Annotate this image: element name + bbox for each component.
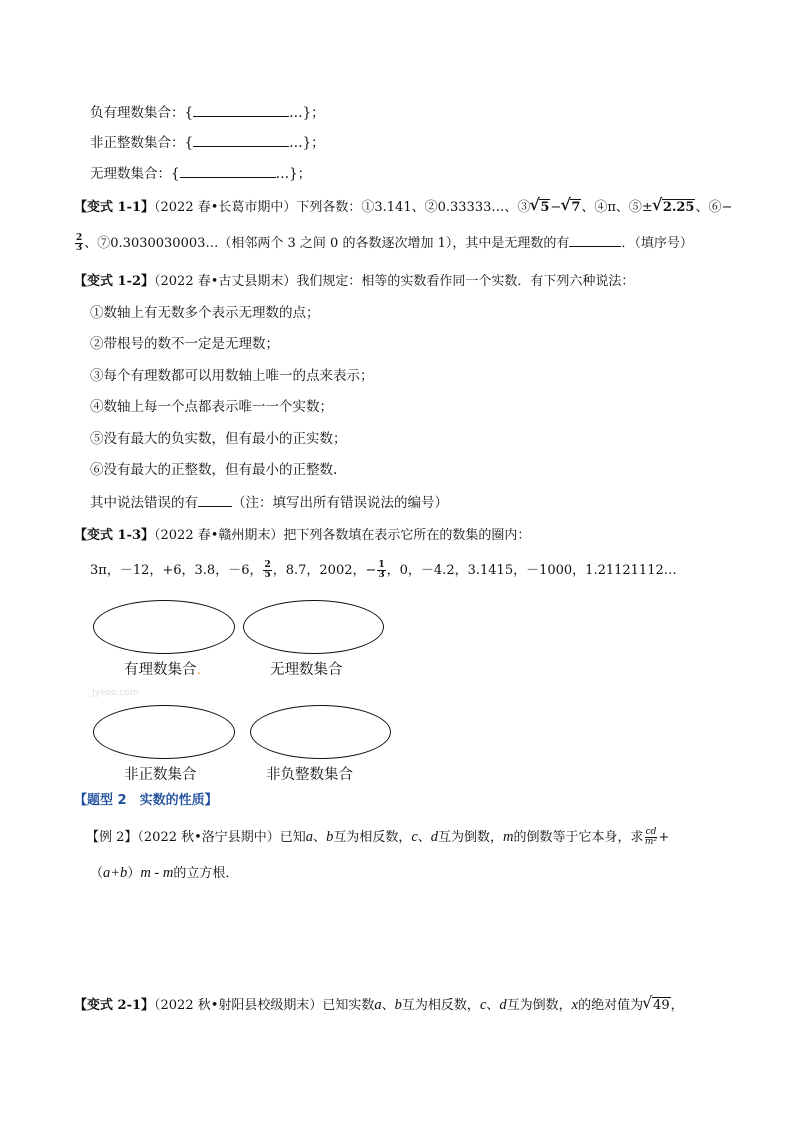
sqrt-49: √ 49 [643,997,671,1015]
answer-blank[interactable] [193,134,289,147]
variant-text: （2022 春•长葛市期中）下列各数：①3.141、②0.33333…、③ [154,200,531,215]
set-tail: …}； [289,105,325,121]
statement-1: ①数轴上有无数多个表示无理数的点； [90,305,320,321]
section-heading-type-2: 【题型 2 实数的性质】 [74,793,218,808]
variant-tag: 【变式 1-3】 [74,528,155,543]
number-list: 3π，－12，+6，3.8，－6， $\frac{2}{5}$ ，8.7，2002，− $\frac{1}{3}$ ，0，－4.2，3.1415，－1000，1.21121112… [90,560,677,580]
answer-blank[interactable] [180,165,276,178]
sqrt-7: √ 7 [561,199,581,217]
rational-set-caption: 有理数集合. [124,662,202,678]
statement-6: ⑥没有最大的正整数，但有最小的正整数. [90,462,338,478]
statement-2: ②带根号的数不一定是无理数； [90,336,279,352]
answer-blank[interactable] [198,494,232,507]
statement-3: ③每个有理数都可以用数轴上唯一的点来表示； [90,368,374,384]
variant-1-1-line-1: 【变式 1-1】（2022 春•长葛市期中）下列各数：①3.141、②0.33333…、③√ 5−√ 7、④π、⑤±√ 2.25、⑥− [74,199,732,217]
non-positive-set-ellipse [93,705,235,759]
answer-blank[interactable] [193,104,289,117]
set-label: 非正整数集合：{ [90,135,194,151]
sqrt-5: √ 5 [530,199,550,217]
non-positive-integer-set-line [90,134,325,152]
sqrt-2-25: √ 2.25 [653,199,696,217]
irrational-set-caption: 无理数集合 [270,662,343,678]
variant-2-1-line-1: 【变式 2-1】（2022 秋•射阳县校级期末）已知实数a、b互为相反数，c、d互为倒数，x的绝对值为√ 49， [74,996,684,1015]
non-negative-integer-set-ellipse [250,705,391,759]
variant-tag: 【变式 2-1】 [74,998,155,1013]
example-tag: 【例 2】 [86,830,138,845]
irrational-set-ellipse [243,600,384,654]
variant-1-1-line-2: $\frac{2}{3}$ 、⑦0.3030030003…（相邻两个 3 之间 0 的各数逐次增加 1），其中是无理数的有 ．（填序号） [76,233,693,253]
negative-rational-set-line [90,104,325,122]
set-tail: …}； [289,135,325,151]
fraction-two-fifths: $\frac{2}{5}$ [264,560,271,580]
non-negative-integer-set-caption: 非负整数集合 [266,767,353,783]
set-label: 无理数集合：{ [90,166,180,182]
variant-tag: 【变式 1-2】 [74,274,155,289]
irrational-set-line [90,165,311,183]
example-2-line-2: （a+b）m - m的立方根． [90,865,239,881]
variant-1-3-intro: 【变式 1-3】（2022 春•赣州期末）把下列各数填在表示它所在的数集的圈内： [74,528,531,543]
watermark: Jyeoo.com [92,688,139,698]
set-tail: …}； [275,166,312,182]
variant-1-2-intro: 【变式 1-2】（2022 春•古丈县期末）我们规定：相等的实数看作同一个实数．有下列六种说法： [74,274,635,289]
example-2-line-1: 【例 2】（2022 秋•洛宁县期中）已知a、b互为相反数，c、d互为倒数，m的倒数等于它本身，求 $\frac{cd}{\text{m²}}$ + [86,827,670,847]
fraction-cd-over-m-squared: $\frac{cd}{\text{m²}}$ [644,827,658,847]
answer-blank[interactable] [569,234,621,247]
variant-1-2-question: 其中说法错误的有 （注：填写出所有错误说法的编号） [90,495,448,511]
statement-5: ⑤没有最大的负实数，但有最小的正实数； [90,431,347,447]
non-positive-set-caption: 非正数集合 [124,767,197,783]
fraction-one-third: $\frac{1}{3}$ [378,560,385,580]
statement-4: ④数轴上每一个点都表示唯一一个实数； [90,399,333,415]
set-label: 负有理数集合：{ [90,105,194,121]
rational-set-ellipse [93,600,235,654]
variant-tag: 【变式 1-1】 [74,200,155,215]
fraction-two-thirds: $\frac{2}{3}$ [76,233,83,253]
